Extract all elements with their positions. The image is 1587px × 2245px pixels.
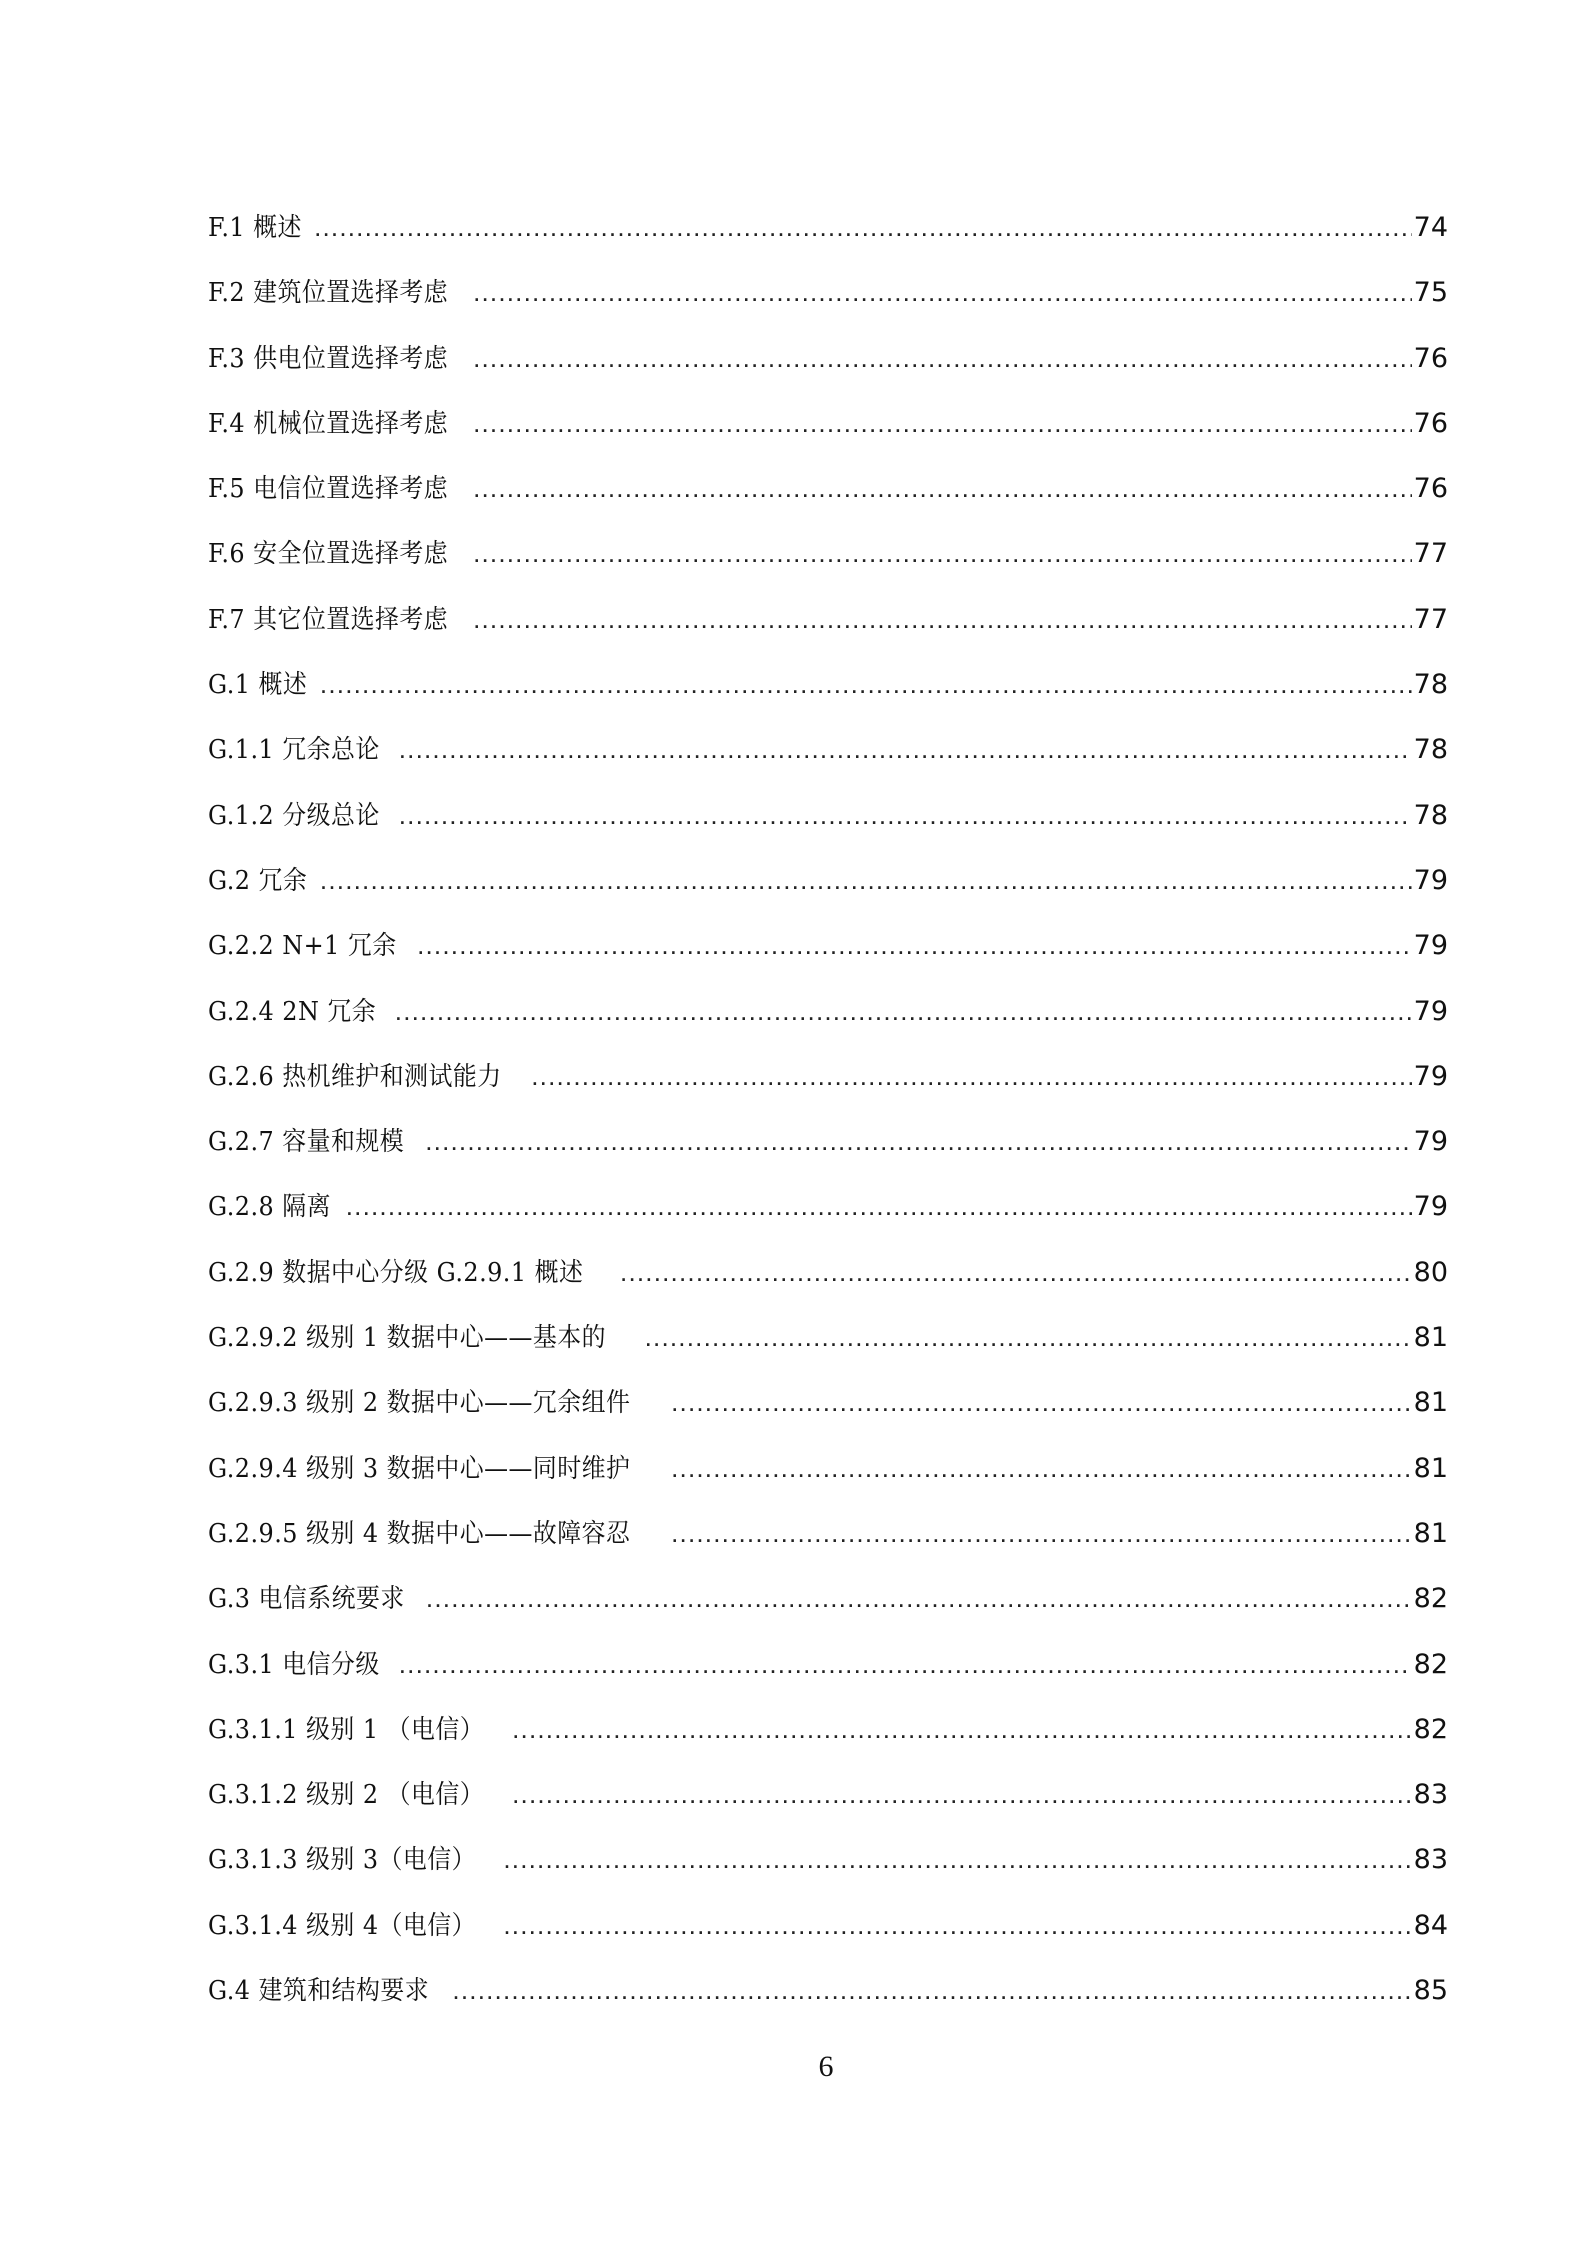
- toc-entry-title: G.3.1.1 级别 1 （电信）: [208, 1714, 485, 1745]
- toc-entry[interactable]: [208, 465, 1448, 530]
- toc-entry[interactable]: [208, 1053, 1448, 1118]
- toc-entry[interactable]: [208, 596, 1448, 661]
- dot-leader: [452, 1967, 1411, 2013]
- toc-entry-page-number: 79: [1413, 995, 1448, 1027]
- dot-leader: [417, 922, 1412, 968]
- dot-leader: [395, 988, 1412, 1034]
- toc-entry-page-number: 79: [1413, 1060, 1448, 1092]
- dot-leader: [473, 400, 1412, 446]
- dot-leader: [531, 1053, 1411, 1099]
- dot-leader: [671, 1445, 1412, 1491]
- dot-leader: [645, 1314, 1412, 1360]
- toc-entry[interactable]: [208, 1249, 1448, 1314]
- toc-entry[interactable]: [208, 1641, 1448, 1706]
- toc-entry-page-number: 76: [1413, 473, 1448, 505]
- dot-leader: [473, 596, 1412, 642]
- toc-entry-page-number: 76: [1413, 342, 1448, 374]
- toc-entry[interactable]: [208, 792, 1448, 857]
- toc-entry[interactable]: [208, 1902, 1448, 1967]
- toc-entry-title: G.3.1 电信分级: [208, 1649, 380, 1680]
- toc-entry-title: G.4 建筑和结构要求: [208, 1976, 430, 2007]
- dot-leader: [503, 1836, 1411, 1882]
- toc-entry-page-number: 85: [1413, 1975, 1448, 2007]
- toc-entry[interactable]: [208, 1379, 1448, 1444]
- toc-entry-title: G.2.9.4 级别 3 数据中心——同时维护: [208, 1453, 631, 1484]
- toc-entry[interactable]: [208, 922, 1448, 987]
- toc-entry-title: G.2 冗余: [208, 865, 308, 896]
- toc-entry-page-number: 77: [1413, 603, 1448, 635]
- dot-leader: [671, 1379, 1412, 1425]
- toc-entry-page-number: 82: [1413, 1648, 1448, 1680]
- toc-entry[interactable]: [208, 400, 1448, 465]
- toc-entry-page-number: 83: [1413, 1844, 1448, 1876]
- toc-entry-page-number: 79: [1413, 1126, 1448, 1158]
- toc-entry-title: G.1.2 分级总论: [208, 800, 380, 831]
- toc-entry-page-number: 81: [1413, 1387, 1448, 1419]
- toc-entry[interactable]: [208, 530, 1448, 595]
- toc-entry-title: G.3.1.2 级别 2 （电信）: [208, 1780, 485, 1811]
- toc-entry-page-number: 77: [1413, 538, 1448, 570]
- dot-leader: [346, 1183, 1412, 1229]
- toc-entry-page-number: 79: [1413, 1191, 1448, 1223]
- toc-entry-page-number: 81: [1413, 1517, 1448, 1549]
- toc-entry-page-number: 74: [1413, 212, 1448, 243]
- dot-leader: [473, 335, 1412, 381]
- toc-entry-page-number: 79: [1413, 864, 1448, 896]
- toc-entry[interactable]: [208, 1771, 1448, 1836]
- dot-leader: [503, 1902, 1411, 1948]
- toc-entry[interactable]: [208, 1314, 1448, 1379]
- toc-entry[interactable]: [208, 1183, 1448, 1248]
- toc-entry[interactable]: [208, 1118, 1448, 1183]
- toc-entry-title: G.3 电信系统要求: [208, 1584, 405, 1615]
- toc-entry[interactable]: [208, 1836, 1448, 1901]
- toc-entry-title: G.2.2 N+1 冗余: [208, 931, 397, 962]
- dot-leader: [671, 1510, 1412, 1556]
- dot-leader: [620, 1249, 1412, 1295]
- toc-entry-page-number: 76: [1413, 407, 1448, 439]
- page-number-footer: 6: [818, 2050, 834, 2083]
- dot-leader: [512, 1706, 1412, 1752]
- toc-entry-title: G.2.4 2N 冗余: [208, 996, 377, 1027]
- toc-entry-title: G.3.1.4 级别 4（电信）: [208, 1910, 477, 1941]
- toc-entry-page-number: 83: [1413, 1779, 1448, 1811]
- toc-entry-title: G.1.1 冗余总论: [208, 735, 380, 766]
- toc-entry[interactable]: [208, 1510, 1448, 1575]
- dot-leader: [399, 726, 1412, 772]
- toc-entry-title: G.2.9.5 级别 4 数据中心——故障容忍: [208, 1518, 631, 1549]
- toc-entry-page-number: 84: [1413, 1909, 1448, 1941]
- toc-entry-title: G.2.9.3 级别 2 数据中心——冗余组件: [208, 1388, 631, 1419]
- toc-entry-title: F.3 供电位置选择考虑: [208, 343, 449, 374]
- toc-entry-page-number: 78: [1413, 734, 1448, 766]
- toc-entry[interactable]: [208, 988, 1448, 1053]
- toc-entry-page-number: 79: [1413, 930, 1448, 962]
- toc-entry-title: G.2.8 隔离: [208, 1192, 332, 1223]
- toc-entry[interactable]: [208, 269, 1448, 334]
- toc-entry[interactable]: [208, 1967, 1448, 2032]
- dot-leader: [473, 269, 1412, 315]
- dot-leader: [314, 204, 1412, 250]
- toc-entry-title: G.3.1.3 级别 3（电信）: [208, 1845, 477, 1876]
- dot-leader: [399, 792, 1412, 838]
- dot-leader: [512, 1771, 1412, 1817]
- toc-entry-page-number: 80: [1413, 1256, 1448, 1288]
- dot-leader: [399, 1641, 1412, 1687]
- toc-entry-title: F.6 安全位置选择考虑: [208, 539, 449, 570]
- toc-entry-title: G.1 概述: [208, 670, 308, 701]
- table-of-contents: [208, 204, 1448, 2032]
- toc-entry[interactable]: [208, 1445, 1448, 1510]
- toc-entry[interactable]: [208, 661, 1448, 726]
- toc-entry[interactable]: [208, 1575, 1448, 1640]
- toc-entry-title: G.2.9.2 级别 1 数据中心——基本的: [208, 1323, 607, 1354]
- toc-entry-page-number: 78: [1413, 799, 1448, 831]
- toc-entry-page-number: 82: [1413, 1583, 1448, 1615]
- toc-entry-title: G.2.6 热机维护和测试能力: [208, 1061, 502, 1092]
- toc-entry-title: F.5 电信位置选择考虑: [208, 474, 449, 505]
- dot-leader: [473, 465, 1412, 511]
- toc-entry-page-number: 81: [1413, 1452, 1448, 1484]
- toc-entry[interactable]: [208, 335, 1448, 400]
- toc-entry[interactable]: [208, 857, 1448, 922]
- toc-entry-page-number: 78: [1413, 669, 1448, 701]
- toc-entry-title: F.4 机械位置选择考虑: [208, 408, 449, 439]
- toc-entry-title: G.2.9 数据中心分级 G.2.9.1 概述: [208, 1257, 584, 1288]
- toc-entry[interactable]: [208, 1706, 1448, 1771]
- toc-entry-page-number: 81: [1413, 1322, 1448, 1354]
- toc-entry-title: F.1 概述: [208, 213, 302, 243]
- toc-entry[interactable]: [208, 726, 1448, 791]
- dot-leader: [473, 530, 1412, 576]
- toc-entry-title: F.7 其它位置选择考虑: [208, 604, 449, 635]
- dot-leader: [426, 1575, 1412, 1621]
- toc-entry-title: G.2.7 容量和规模: [208, 1127, 405, 1158]
- dot-leader: [320, 661, 1412, 707]
- dot-leader: [320, 857, 1412, 903]
- dot-leader: [425, 1118, 1411, 1164]
- toc-entry[interactable]: [208, 204, 1448, 269]
- toc-entry-page-number: 75: [1413, 277, 1448, 309]
- toc-entry-title: F.2 建筑位置选择考虑: [208, 278, 449, 309]
- toc-entry-page-number: 82: [1413, 1713, 1448, 1745]
